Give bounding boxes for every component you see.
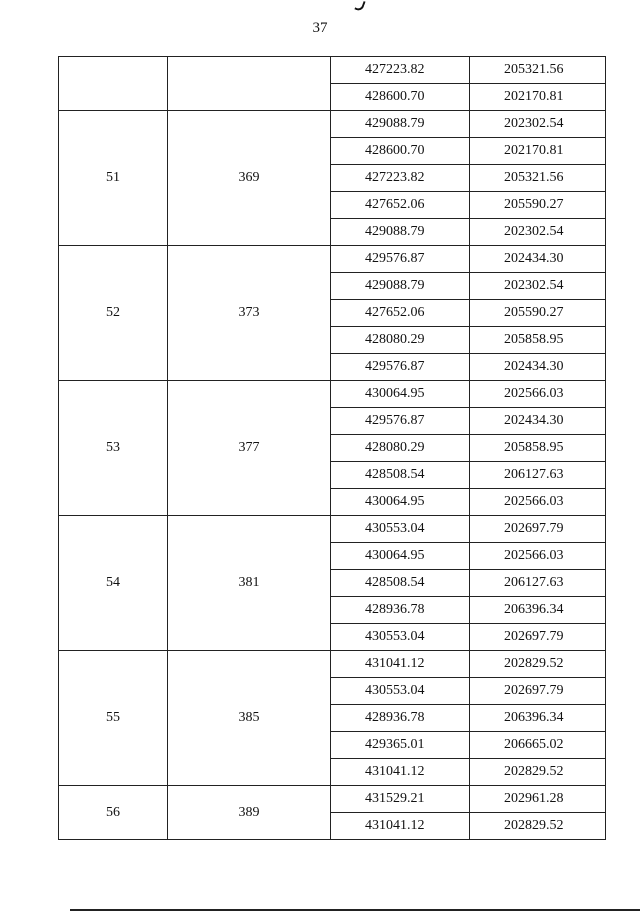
table-row: [331, 516, 605, 543]
table-row: [331, 381, 605, 408]
table-group: [58, 786, 606, 840]
y-coordinate-cell: 206127.63: [504, 575, 564, 590]
parcel-number-cell: 55: [59, 651, 168, 785]
y-coordinate-cell: 202829.52: [504, 764, 564, 779]
table-row: [331, 138, 605, 165]
y-coordinate-cell: 206396.34: [504, 602, 564, 617]
table-row: [331, 300, 605, 327]
table-row: [331, 165, 605, 192]
table-row: [331, 732, 605, 759]
value-cell: 389: [168, 786, 331, 839]
x-coordinate-cell: 430553.04: [331, 624, 470, 650]
x-coordinate-cell: 427223.82: [331, 57, 470, 83]
y-coordinate-cell: 202302.54: [504, 278, 564, 293]
x-coordinate-cell: 430553.04: [331, 516, 470, 542]
table-row: [331, 705, 605, 732]
table-group: [58, 56, 606, 111]
x-coordinate-cell: 428600.70: [331, 138, 470, 164]
parcel-number-cell: 53: [59, 381, 168, 515]
x-coordinate-cell: 428936.78: [331, 705, 470, 731]
x-coordinate-cell: 428936.78: [331, 597, 470, 623]
table-row: [331, 57, 605, 84]
y-coordinate-cell: 202566.03: [504, 494, 564, 509]
table-group: [58, 246, 606, 381]
y-coordinate-cell: 202829.52: [504, 818, 564, 833]
coordinate-list: [331, 786, 605, 839]
scan-mark: [354, 0, 365, 12]
table-row: [331, 759, 605, 785]
coordinate-list: [331, 651, 605, 785]
y-coordinate-cell: 205321.56: [504, 62, 564, 77]
coordinate-list: [331, 516, 605, 650]
table-row: [331, 273, 605, 300]
y-coordinate-cell: 202170.81: [504, 89, 564, 104]
page-number: 37: [312, 20, 328, 36]
table-row: [331, 327, 605, 354]
table-row: [331, 84, 605, 110]
x-coordinate-cell: 431041.12: [331, 651, 470, 677]
y-coordinate-cell: 202302.54: [504, 116, 564, 131]
x-coordinate-cell: 429088.79: [331, 219, 470, 245]
x-coordinate-cell: 427223.82: [331, 165, 470, 191]
parcel-number-cell: 54: [59, 516, 168, 650]
x-coordinate-cell: 430064.95: [331, 381, 470, 407]
parcel-number-cell: 56: [59, 786, 168, 839]
x-coordinate-cell: 431041.12: [331, 813, 470, 839]
x-coordinate-cell: 430064.95: [331, 543, 470, 569]
parcel-number-cell: 51: [59, 111, 168, 245]
x-coordinate-cell: 427652.06: [331, 192, 470, 218]
y-coordinate-cell: 202697.79: [504, 683, 564, 698]
table-row: [331, 354, 605, 380]
coordinate-list: [331, 57, 605, 110]
y-coordinate-cell: 202961.28: [504, 791, 564, 806]
coordinates-table: [58, 56, 606, 840]
table-row: [331, 489, 605, 515]
x-coordinate-cell: 429365.01: [331, 732, 470, 758]
table-row: [331, 408, 605, 435]
value-cell: 381: [168, 516, 331, 650]
value-cell: 385: [168, 651, 331, 785]
x-coordinate-cell: 429576.87: [331, 408, 470, 434]
coordinate-list: [331, 111, 605, 245]
y-coordinate-cell: 202170.81: [504, 143, 564, 158]
table-row: [331, 462, 605, 489]
value-cell: 369: [168, 111, 331, 245]
x-coordinate-cell: 431529.21: [331, 786, 470, 812]
y-coordinate-cell: 202434.30: [504, 359, 564, 374]
y-coordinate-cell: 205590.27: [504, 197, 564, 212]
table-row: [331, 678, 605, 705]
table-row: [331, 192, 605, 219]
x-coordinate-cell: 429088.79: [331, 273, 470, 299]
y-coordinate-cell: 205321.56: [504, 170, 564, 185]
table-group: [58, 381, 606, 516]
x-coordinate-cell: 429088.79: [331, 111, 470, 137]
coordinate-list: [331, 246, 605, 380]
y-coordinate-cell: 206665.02: [504, 737, 564, 752]
y-coordinate-cell: 202697.79: [504, 629, 564, 644]
x-coordinate-cell: 428080.29: [331, 327, 470, 353]
table-row: [331, 570, 605, 597]
y-coordinate-cell: 202829.52: [504, 656, 564, 671]
table-group: [58, 651, 606, 786]
x-coordinate-cell: 431041.12: [331, 759, 470, 785]
table-row: [331, 219, 605, 245]
value-cell: 373: [168, 246, 331, 380]
y-coordinate-cell: 202566.03: [504, 386, 564, 401]
value-cell: 377: [168, 381, 331, 515]
y-coordinate-cell: 206396.34: [504, 710, 564, 725]
table-row: [331, 111, 605, 138]
table-row: [331, 435, 605, 462]
table-row: [331, 624, 605, 650]
x-coordinate-cell: 430553.04: [331, 678, 470, 704]
y-coordinate-cell: 205590.27: [504, 305, 564, 320]
y-coordinate-cell: 205858.95: [504, 440, 564, 455]
y-coordinate-cell: 202566.03: [504, 548, 564, 563]
x-coordinate-cell: 428600.70: [331, 84, 470, 110]
y-coordinate-cell: 202434.30: [504, 251, 564, 266]
value-cell: [168, 57, 331, 110]
table-row: [331, 651, 605, 678]
y-coordinate-cell: 202697.79: [504, 521, 564, 536]
y-coordinate-cell: 205858.95: [504, 332, 564, 347]
x-coordinate-cell: 428080.29: [331, 435, 470, 461]
table-group: [58, 516, 606, 651]
parcel-number-cell: [59, 57, 168, 110]
table-row: [331, 246, 605, 273]
x-coordinate-cell: 427652.06: [331, 300, 470, 326]
x-coordinate-cell: 428508.54: [331, 570, 470, 596]
y-coordinate-cell: 202434.30: [504, 413, 564, 428]
table-row: [331, 597, 605, 624]
parcel-number-cell: 52: [59, 246, 168, 380]
coordinate-list: [331, 381, 605, 515]
table-group: [58, 111, 606, 246]
table-row: [331, 786, 605, 813]
x-coordinate-cell: 429576.87: [331, 246, 470, 272]
x-coordinate-cell: 428508.54: [331, 462, 470, 488]
x-coordinate-cell: 430064.95: [331, 489, 470, 515]
x-coordinate-cell: 429576.87: [331, 354, 470, 380]
table-row: [331, 813, 605, 839]
y-coordinate-cell: 206127.63: [504, 467, 564, 482]
y-coordinate-cell: 202302.54: [504, 224, 564, 239]
table-row: [331, 543, 605, 570]
